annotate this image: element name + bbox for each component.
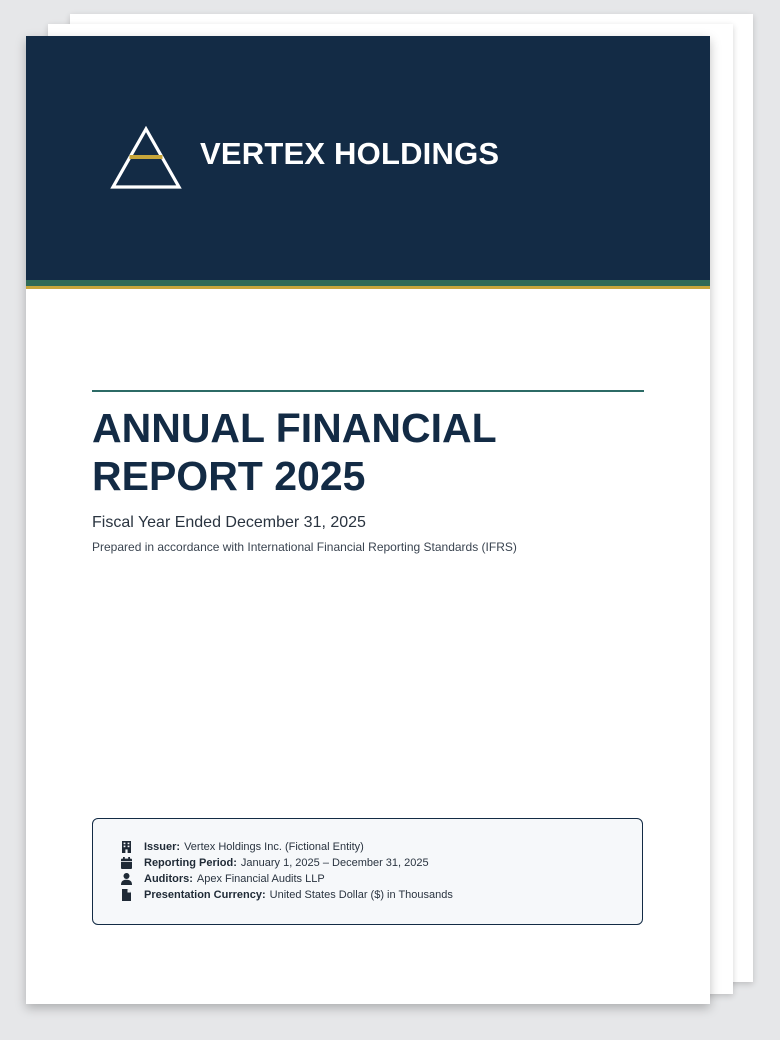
detail-row-auditors	[119, 871, 325, 887]
detail-value: United States Dollar ($) in Thousands	[269, 889, 453, 901]
document-icon	[119, 888, 133, 902]
report-title	[92, 404, 652, 500]
detail-label: Auditors:	[144, 873, 193, 885]
header-stripe-gold	[26, 286, 710, 289]
detail-row-currency	[119, 887, 453, 903]
brand-name: VERTEX HOLDINGS	[200, 136, 500, 171]
detail-label: Issuer:	[144, 841, 181, 853]
user-icon	[119, 872, 133, 886]
detail-label: Reporting Period:	[144, 857, 237, 869]
report-cover-page	[26, 36, 710, 1004]
building-icon	[119, 840, 133, 854]
report-subtitle: Fiscal Year Ended December 31, 2025	[92, 514, 366, 531]
detail-value: Vertex Holdings Inc. (Fictional Entity)	[184, 841, 364, 853]
detail-row-issuer	[119, 839, 364, 855]
detail-value: Apex Financial Audits LLP	[196, 873, 325, 885]
calendar-icon	[119, 856, 133, 870]
triangle-logo-icon	[110, 126, 182, 190]
report-details-box	[92, 818, 643, 925]
title-divider	[92, 390, 644, 392]
report-title-line-2: REPORT 2025	[92, 453, 366, 499]
detail-row-reporting-period	[119, 855, 429, 871]
detail-value: January 1, 2025 – December 31, 2025	[240, 857, 429, 869]
report-title-line-1: ANNUAL FINANCIAL	[92, 405, 497, 451]
detail-label: Presentation Currency:	[144, 889, 266, 901]
header-band	[26, 36, 710, 280]
prepared-note: Prepared in accordance with International Financial Reporting Standards (IFRS)	[92, 540, 517, 554]
